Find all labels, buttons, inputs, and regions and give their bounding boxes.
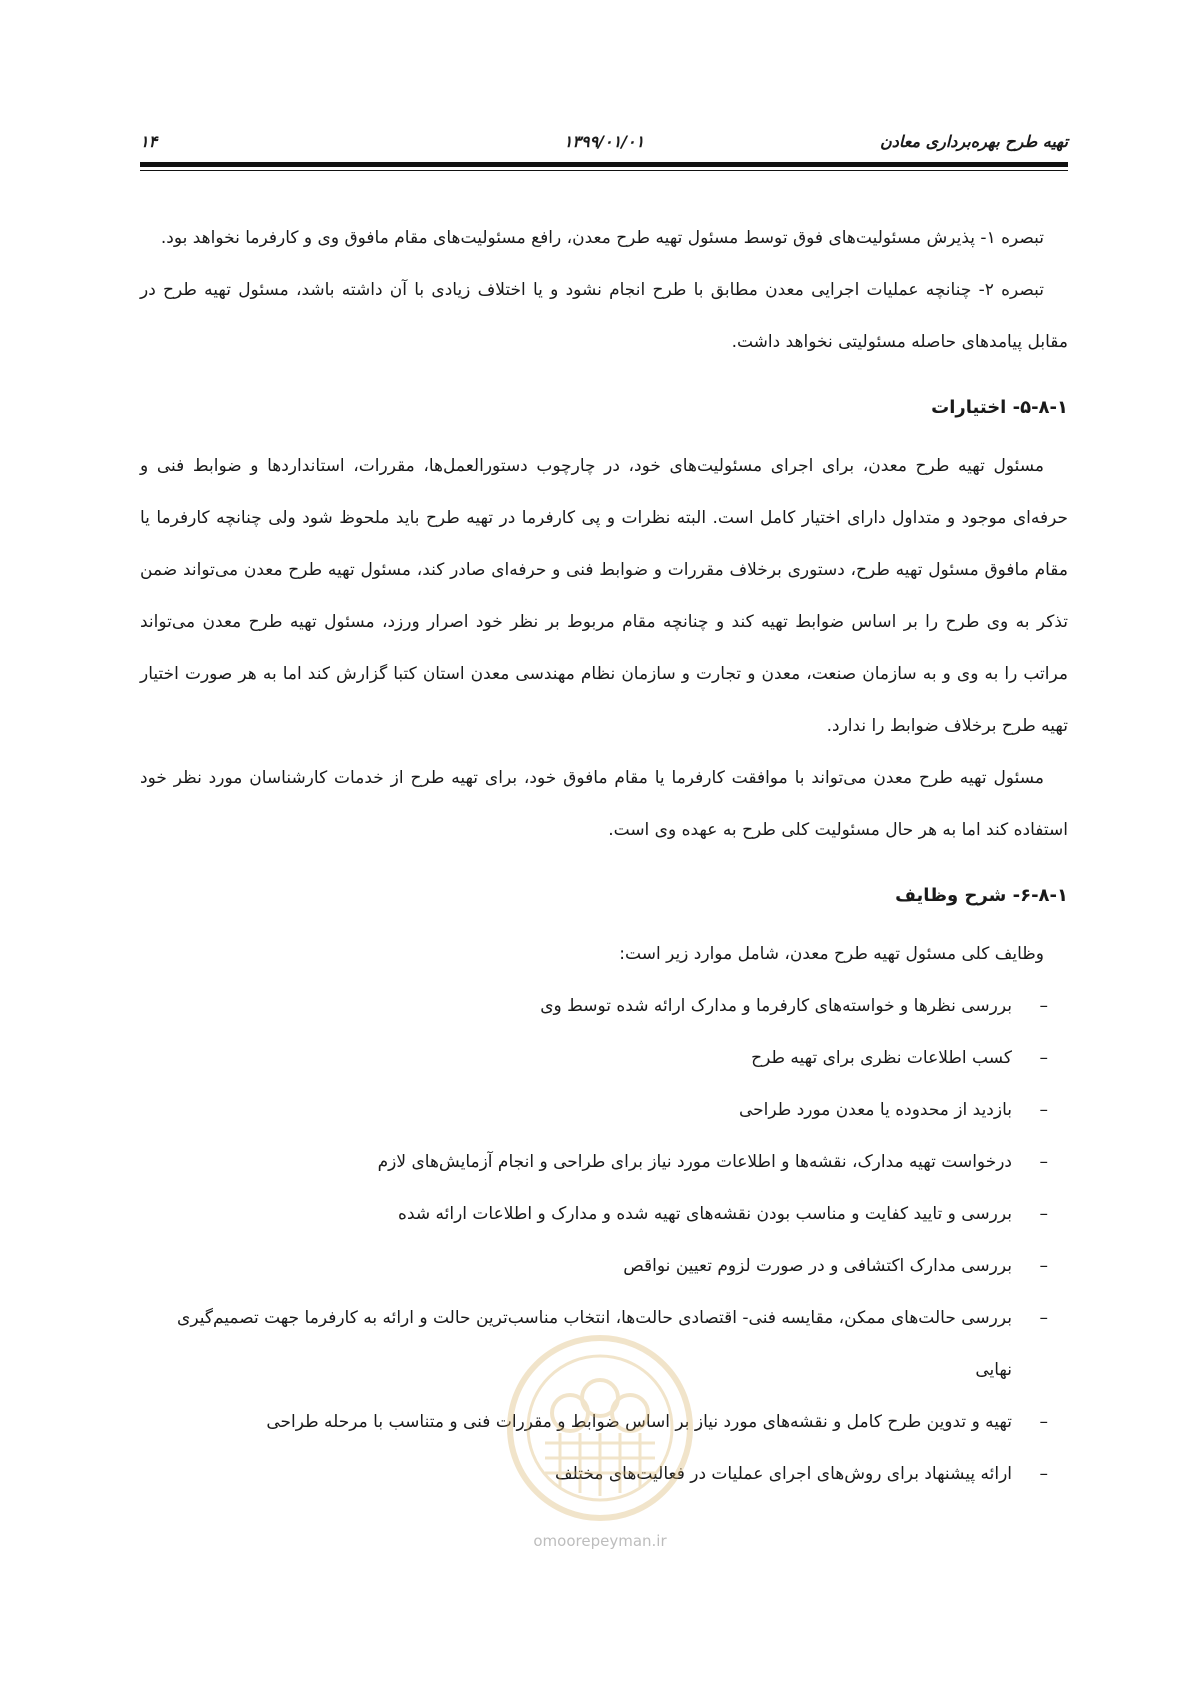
note-2: تبصره ۲- چنانچه عملیات اجرایی معدن مطابق با طرح انجام نشود و یا اختلاف زیادی با آن داشته باشد، مسئول تهیه طرح در مقابل پیامدهای حاصله مسئولیتی نخواهد داشت. — [140, 280, 1068, 352]
header-divider-thick — [140, 162, 1068, 167]
list-item: – بازدید از محدوده یا معدن مورد طراحی — [140, 1084, 1012, 1136]
note-1: تبصره ۱- پذیرش مسئولیت‌های فوق توسط مسئول تهیه طرح معدن، رافع مسئولیت‌های مقام مافوق وی و کارفرما نخواهد بود. — [160, 228, 1044, 248]
header-date: ۱۳۹۹/۰۱/۰۱ — [563, 132, 645, 151]
heading-duties: ۶-۸-۱- شرح وظایف — [895, 885, 1068, 906]
list-item: – بررسی نظرها و خواسته‌های کارفرما و مدارک ارائه شده توسط وی — [140, 980, 1012, 1032]
watermark-logo-icon — [500, 1328, 700, 1528]
authority-paragraph-1: مسئول تهیه طرح معدن، برای اجرای مسئولیت‌های خود، در چارچوب دستورالعمل‌ها، مقررات، استانداردها و ضوابط فنی و حرفه‌ای موجود و متداول دارای اختیار کامل است. البته نظرات و پی کارفرما در تهیه طرح باید ملحوظ شود ولی چنانچه کارفرما یا مقام مافوق مسئول تهیه طرح، دستوری برخلاف مقررات و ضوابط فنی و حرفه‌ای صادر کند، مسئول تهیه طرح معدن می‌تواند ضمن تذکر به وی طرح را بر اساس ضوابط تهیه کند و چنانچه مقام مربوط بر نظر خود اصرار ورزد، مسئول تهیه طرح معدن می‌تواند مراتب را به وی و به سازمان صنعت، معدن و تجارت و سازمان نظام مهندسی معدن استان کتبا گزارش کند اما به هر صورت اختیار تهیه طرح برخلاف ضوابط را ندارد. — [140, 456, 1068, 736]
page-content — [140, 212, 1068, 1500]
list-item: – بررسی مدارک اکتشافی و در صورت لزوم تعیین نواقص — [140, 1240, 1012, 1292]
list-item: – بررسی حالت‌های ممکن، مقایسه فنی- اقتصادی حالت‌ها، انتخاب مناسب‌ترین حالت و ارائه به کارفرما جهت تصمیم‌گیری نهایی — [140, 1292, 1012, 1396]
watermark-text: omoorepeyman.ir — [533, 1532, 667, 1550]
list-item: – درخواست تهیه مدارک، نقشه‌ها و اطلاعات مورد نیاز برای طراحی و انجام آزمایش‌های لازم — [140, 1136, 1012, 1188]
list-item: – ارائه پیشنهاد برای روش‌های اجرای عملیات در فعالیت‌های مختلف — [140, 1448, 1012, 1500]
list-item: – کسب اطلاعات نظری برای تهیه طرح — [140, 1032, 1012, 1084]
page-header — [140, 126, 1068, 162]
list-item: – بررسی و تایید کفایت و مناسب بودن نقشه‌های تهیه شده و مدارک و اطلاعات ارائه شده — [140, 1188, 1012, 1240]
header-title: تهیه طرح بهره‌برداری معادن — [879, 132, 1068, 151]
header-divider-thin — [140, 170, 1068, 171]
authority-paragraph-2: مسئول تهیه طرح معدن می‌تواند با موافقت کارفرما یا مقام مافوق خود، برای تهیه طرح از خدمات کارشناسان مورد نظر خود استفاده کند اما به هر حال مسئولیت کلی طرح به عهده وی است. — [140, 768, 1068, 840]
heading-authority: ۵-۸-۱- اختیارات — [931, 397, 1068, 418]
list-item: – تهیه و تدوین طرح کامل و نقشه‌های مورد نیاز بر اساس ضوابط و مقررات فنی و متناسب با مرحله طراحی — [140, 1396, 1012, 1448]
duties-intro: وظایف کلی مسئول تهیه طرح معدن، شامل موارد زیر است: — [619, 944, 1044, 964]
page-number: ۱۴ — [140, 132, 158, 151]
